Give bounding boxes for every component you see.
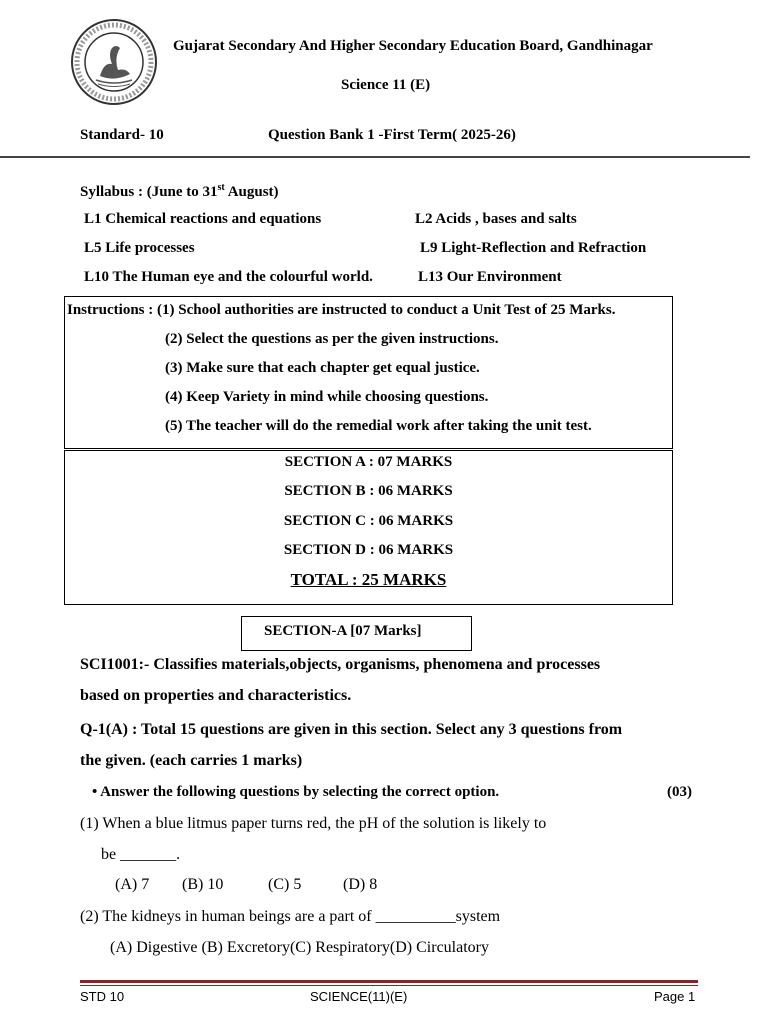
section-marks: SECTION B : 06 MARKS (284, 483, 453, 499)
option: (D) 8 (343, 876, 378, 893)
board-seal-logo (70, 18, 158, 106)
syllabus-chapter: L13 Our Environment (418, 269, 562, 285)
option: (B) 10 (182, 876, 224, 893)
learning-outcome: based on properties and characteristics. (80, 687, 352, 704)
question-text: be _______. (101, 846, 181, 863)
syllabus-chapter: L9 Light-Reflection and Refraction (420, 240, 647, 256)
section-marks: SECTION C : 06 MARKS (283, 513, 454, 529)
question-text: (2) The kidneys in human beings are a part of __________system (80, 908, 501, 925)
option-line: (A) Digestive (B) Excretory(C) Respiratory(D) Circulatory (110, 939, 489, 956)
instruction-line: (5) The teacher will do the remedial work after taking the unit test. (165, 418, 592, 434)
syllabus-label: Syllabus : (June to 31st August) (80, 182, 279, 200)
standard-label: Standard- 10 (80, 127, 164, 143)
footer-center: SCIENCE(11)(E) (310, 989, 408, 1004)
section-marks: SECTION D : 06 MARKS (283, 542, 454, 558)
section-marks: SECTION A : 07 MARKS (284, 454, 453, 470)
syllabus-chapter: L5 Life processes (84, 240, 195, 256)
page-number: Page 1 (654, 989, 696, 1004)
total-marks: TOTAL : 25 MARKS (290, 570, 447, 589)
header-divider (0, 156, 750, 158)
learning-outcome: SCI1001:- Classifies materials,objects, organisms, phenomena and processes (80, 656, 601, 673)
exam-title: Question Bank 1 -First Term( 2025-26) (268, 127, 516, 143)
question-instruction: the given. (each carries 1 marks) (80, 752, 303, 769)
instruction-line: (2) Select the questions as per the given instructions. (165, 331, 499, 347)
question-text: (1) When a blue litmus paper turns red, the pH of the solution is likely to (80, 815, 547, 832)
option: (A) 7 (115, 876, 150, 893)
footer-rule (80, 980, 698, 983)
syllabus-chapter: L1 Chemical reactions and equations (84, 211, 322, 227)
mcq-instruction: • Answer the following questions by selecting the correct option. (92, 784, 500, 800)
instruction-line: Instructions : (1) School authorities are instructed to conduct a Unit Test of 25 Marks. (67, 302, 616, 318)
syllabus-chapter: L2 Acids , bases and salts (415, 211, 577, 227)
section-a-title: SECTION-A [07 Marks] (264, 623, 422, 639)
footer-left: STD 10 (80, 989, 125, 1004)
option: (C) 5 (268, 876, 302, 893)
footer-rule (80, 985, 698, 986)
marks-label: (03) (667, 784, 692, 800)
instruction-line: (4) Keep Variety in mind while choosing questions. (165, 389, 489, 405)
board-name: Gujarat Secondary And Higher Secondary Education Board, Gandhinagar (173, 38, 653, 54)
syllabus-chapter: L10 The Human eye and the colourful world. (84, 269, 373, 285)
instruction-line: (3) Make sure that each chapter get equal justice. (165, 360, 480, 376)
subject-title: Science 11 (E) (341, 77, 431, 93)
question-instruction: Q-1(A) : Total 15 questions are given in this section. Select any 3 questions from (80, 721, 623, 738)
